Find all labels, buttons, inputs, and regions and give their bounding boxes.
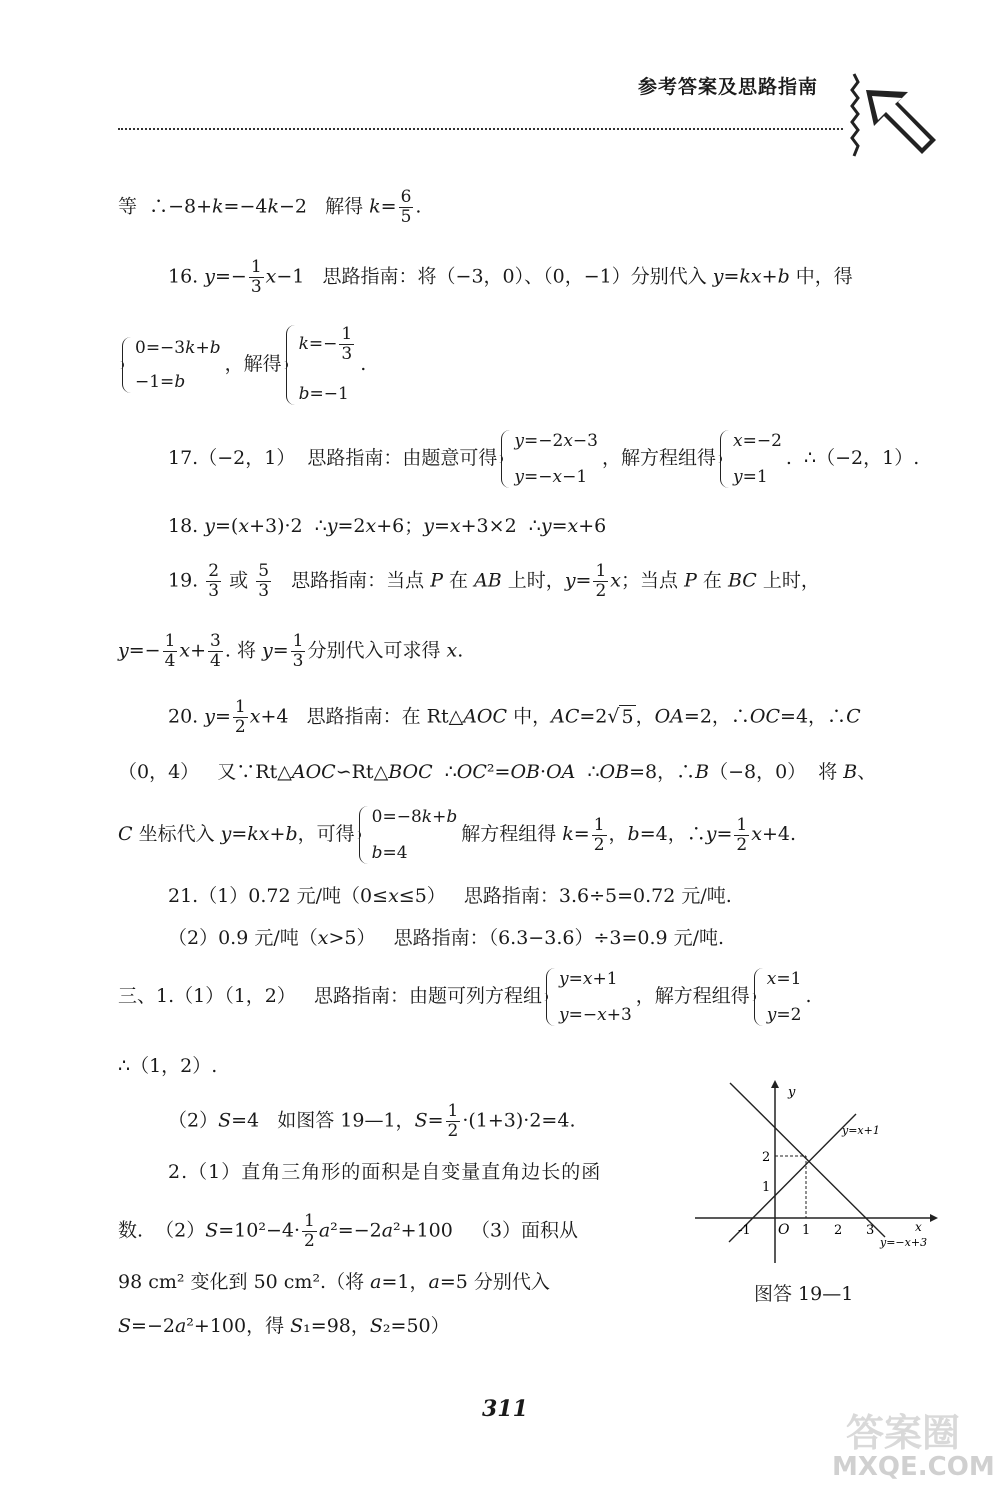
figure-graph	[690, 1078, 940, 1268]
equation-system: y=x+1 y=−x+3	[546, 968, 632, 1026]
tick-x-3: 3	[866, 1223, 875, 1238]
equation-system: y=−2x−3 y=−x−1	[501, 430, 598, 488]
fraction: $\frac{6}{5}$	[400, 187, 412, 227]
arrow-icon	[846, 70, 946, 170]
answer-3-1: 三、1.（1）（1，2） 思路指南：由题可列方程组 y=x+1 y=−x+3 ，解方程组得 x=1 y=2 .	[118, 969, 812, 1025]
tick-y-1: 1	[762, 1180, 771, 1195]
answer-19-cont: y=− $\frac{1}{4}$ x+ $\frac{3}{4}$ . 将 y= $\frac{1}{3}$ 分别代入可求得 x.	[118, 631, 464, 671]
x-axis-label: x	[915, 1220, 922, 1234]
figure-caption: 图答 19—1	[754, 1283, 854, 1305]
answer-3-2c: 98 cm² 变化到 50 cm².（将 a=1，a=5 分别代入	[118, 1271, 550, 1293]
answer-16-system: 0=−3k+b −1=b ，解得 k=− $\frac{1}{3}$ b=−1 .	[118, 325, 366, 405]
answer-20: 20. y= $\frac{1}{2}$ x+4 思路指南：在 Rt△AOC 中，AC=2√ 5 ，OA=2，∴OC=4，∴C	[168, 697, 861, 737]
origin-label: O	[778, 1222, 790, 1238]
line2-label: y=−x+3	[880, 1236, 928, 1249]
page-number: 311	[482, 1396, 528, 1422]
answer-21-1: 21.（1）0.72 元/吨（0≤x≤5） 思路指南：3.6÷5=0.72 元/吨.	[168, 885, 732, 907]
watermark-site: MXQE.COM	[832, 1452, 995, 1482]
answer-19: 19. $\frac{2}{3}$ 或 $\frac{5}{3}$ 思路指南：当点 P 在 AB 上时，y= $\frac{1}{2}$ x；当点 P 在 BC 上时，	[168, 561, 820, 601]
answer-17: 17.（−2，1） 思路指南：由题意可得 y=−2x−3 y=−x−1 ，解方程组得 x=−2 y=1 . ∴（−2，1）.	[168, 431, 920, 487]
answer-15-text: 等 ∴−8+k=−4k−2 解得 k=	[118, 195, 397, 218]
equation-system: 0=−8k+b b=4	[359, 806, 458, 864]
y-axis-label: y	[788, 1085, 796, 1100]
header-dotted-rule	[118, 128, 843, 130]
answer-18: 18. y=(x+3)·2 ∴y=2x+6；y=x+3×2 ∴y=x+6	[168, 515, 607, 537]
tick-x-minus1: -1	[738, 1223, 751, 1238]
equation-system: x=−2 y=1	[720, 430, 782, 488]
answer-20-line3: C 坐标代入 y=kx+b，可得 0=−8k+b b=4 解方程组得 k= $\frac{1}{2}$ ，b=4，∴y= $\frac{1}{2}$ x+4.	[118, 807, 796, 863]
answer-16: 16. y=− $\frac{1}{3}$ x−1 思路指南：将（−3，0）、（0，−1）分别代入 y=kx+b 中，得	[168, 257, 853, 297]
equation-system: k=− $\frac{1}{3}$ b=−1	[286, 325, 357, 405]
header-title: 参考答案及思路指南	[638, 76, 819, 98]
fraction: $\frac{1}{3}$	[250, 257, 262, 297]
answer-3-2a: 2.（1）直角三角形的面积是自变量直角边长的函	[168, 1161, 602, 1183]
answer-21-2: （2）0.9 元/吨（x>5） 思路指南：（6.3−3.6）÷3=0.9 元/吨.	[168, 927, 725, 949]
tick-x-2: 2	[834, 1223, 843, 1238]
answer-3-2b: 数. （2）S=10²−4· $\frac{1}{2}$ a²=−2a²+100 （3）面积从	[118, 1211, 579, 1251]
watermark-logo: 答案圈	[846, 1411, 961, 1455]
answer-3-1-conclusion: ∴（1，2）.	[118, 1055, 218, 1077]
tick-x-1: 1	[802, 1223, 811, 1238]
answer-3-2d: S=−2a²+100，得 S₁=98，S₂=50）	[118, 1315, 450, 1337]
answer-20-line2: （0，4） 又∵Rt△AOC∽Rt△BOC ∴OC²=OB·OA ∴OB=8，∴B（−8，0） 将 B、	[118, 761, 877, 783]
answer-15-end: 等 ∴−8+k=−4k−2 解得 k= $\frac{6}{5}$ .	[118, 187, 422, 227]
fraction: $\frac{2}{3}$	[208, 561, 220, 601]
line1-label: y=x+1	[842, 1124, 880, 1137]
fraction: $\frac{5}{3}$	[258, 561, 270, 601]
tick-y-2: 2	[762, 1150, 771, 1165]
equation-system: 0=−3k+b −1=b	[122, 337, 221, 393]
equation-system: x=1 y=2	[754, 968, 802, 1026]
answer-3-1-2: （2）S=4 如图答 19—1，S= $\frac{1}{2}$ ·(1+3)·2=4.	[168, 1101, 576, 1141]
